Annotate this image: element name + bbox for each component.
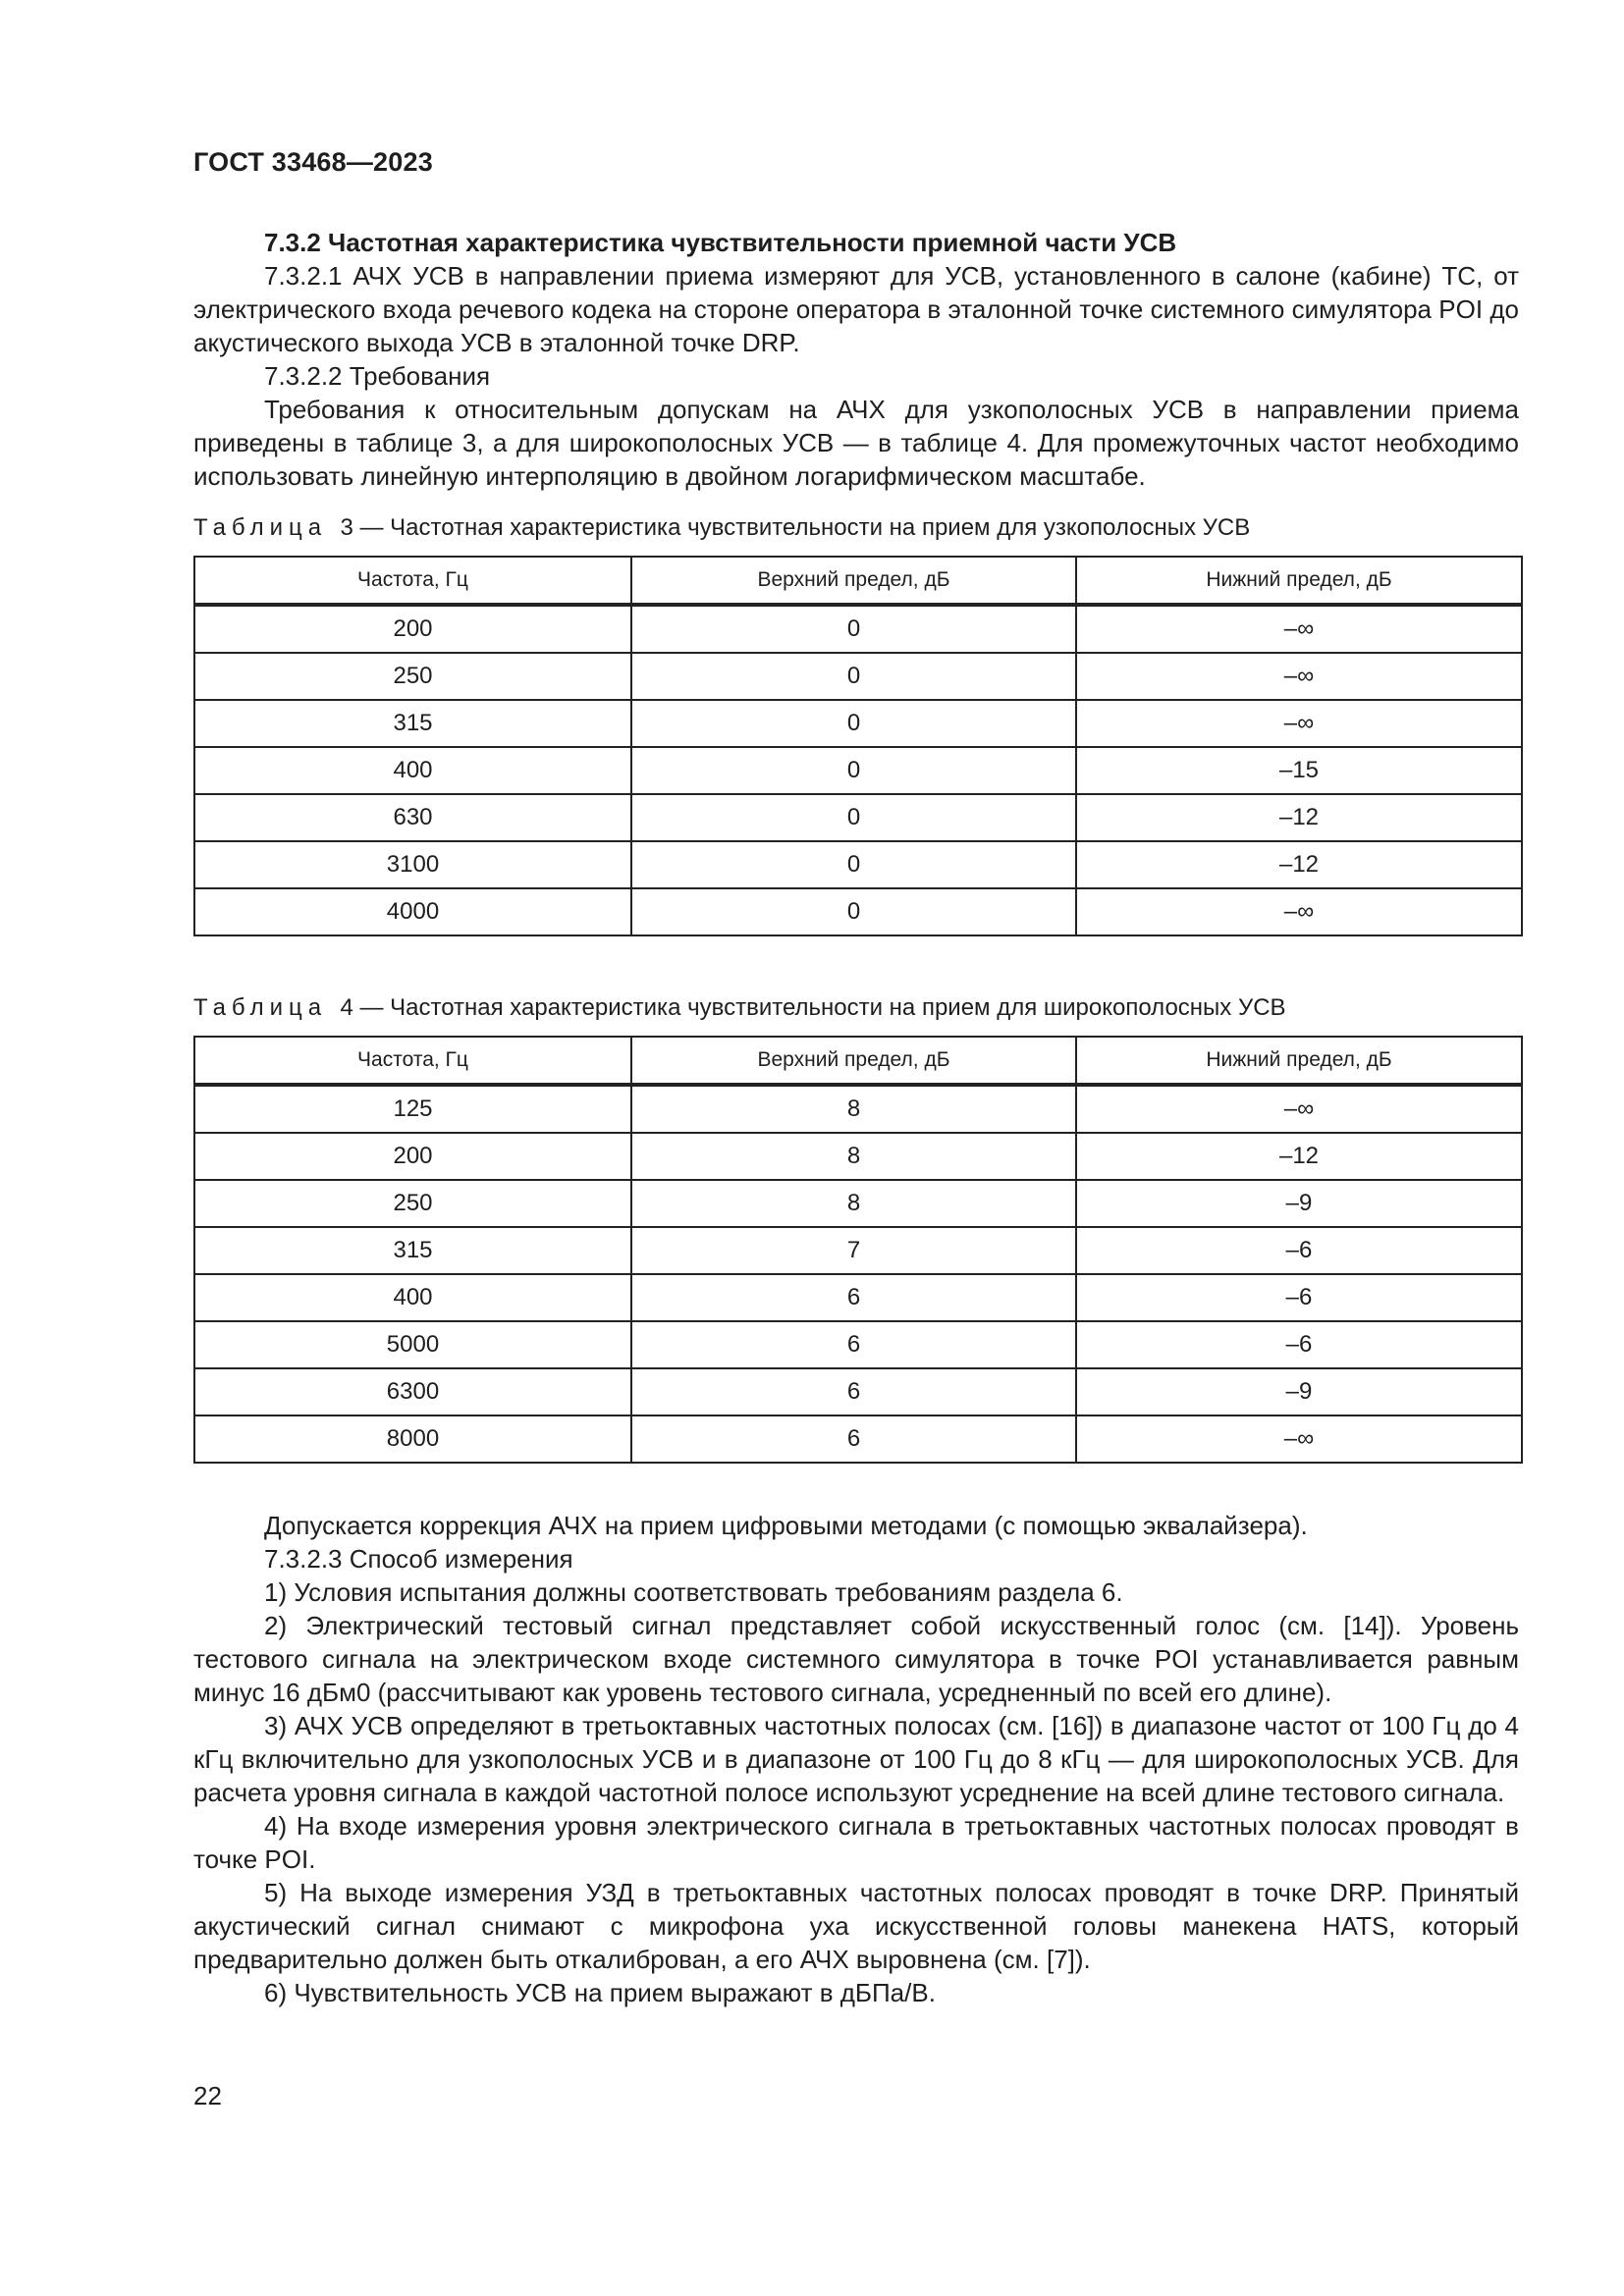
table-cell: –15	[1076, 747, 1522, 794]
table-cell: 200	[194, 1133, 631, 1180]
table-cell: 6300	[194, 1368, 631, 1415]
table-cell: –∞	[1076, 605, 1522, 653]
table-cell: –∞	[1076, 653, 1522, 700]
table-cell: –12	[1076, 841, 1522, 888]
table-cell: 315	[194, 700, 631, 747]
intro-section	[193, 226, 1519, 493]
table-header-row	[194, 1037, 1522, 1085]
table-row	[194, 794, 1522, 841]
paragraph: 4) На входе измерения уровня электрического сигнала в третьоктавных частотных полосах проводят в точке POI.	[193, 1811, 1519, 1874]
table-row	[194, 1321, 1522, 1368]
table-cell: 6	[631, 1321, 1076, 1368]
table-cell: 0	[631, 888, 1076, 935]
table-row	[194, 1180, 1522, 1227]
document-id: ГОСТ 33468—2023	[193, 147, 433, 177]
table-cell: –∞	[1076, 1085, 1522, 1133]
table-row	[194, 888, 1522, 935]
column-header: Верхний предел, дБ	[631, 557, 1076, 605]
table-cell: –∞	[1076, 888, 1522, 935]
table-cell: –∞	[1076, 700, 1522, 747]
paragraph: 2) Электрический тестовый сигнал представляет собой искусственный голос (см. [14]). Уровень тестового сигнала на электрическом входе системного симулятора в точке POI устанавливается равным минус 16 дБм0 (рассчитывают как уровень тестового сигнала, усредненный по всей его длине).	[193, 1611, 1519, 1707]
table-cell: 200	[194, 605, 631, 653]
paragraph: Допускается коррекция АЧХ на прием цифровыми методами (с помощью эквалайзера).	[264, 1511, 1308, 1540]
table-row	[194, 653, 1522, 700]
page-number: 22	[193, 2081, 222, 2110]
table-row	[194, 747, 1522, 794]
table-cell: 6	[631, 1274, 1076, 1321]
table-row	[194, 1368, 1522, 1415]
table-cell: –12	[1076, 794, 1522, 841]
table-cell: 8	[631, 1085, 1076, 1133]
table-cell: 6	[631, 1415, 1076, 1463]
column-header: Верхний предел, дБ	[631, 1037, 1076, 1085]
table-cell: –9	[1076, 1368, 1522, 1415]
paragraph: 7.3.2.2 Требования	[264, 361, 491, 391]
paragraph: Требования к относительным допускам на АЧХ для узкополосных УСВ в направлении приема приведены в таблице 3, а для широкополосных УСВ — в таблице 4. Для промежуточных частот необходимо использовать линейную интерполяцию в двойном логарифмическом масштабе.	[193, 395, 1519, 491]
table-caption-label: Таблица	[193, 994, 328, 1021]
paragraph: 1) Условия испытания должны соответствовать требованиям раздела 6.	[264, 1577, 1123, 1607]
table-cell: 250	[194, 653, 631, 700]
table-cell: 125	[194, 1085, 631, 1133]
table4	[193, 1036, 1523, 1464]
table3	[193, 556, 1523, 936]
paragraph: 5) На выходе измерения УЗД в третьоктавных частотных полосах проводят в точке DRP. Принятый акустический сигнал снимают с микрофона уха искусственной головы манекена HATS, который предварительно должен быть откалиброван, а его АЧХ выровнена (см. [7]).	[193, 1878, 1519, 1974]
table-cell: 400	[194, 1274, 631, 1321]
table-row	[194, 700, 1522, 747]
table-cell: 0	[631, 605, 1076, 653]
table-cell: –6	[1076, 1321, 1522, 1368]
table3-caption	[193, 513, 1250, 543]
table-cell: 8000	[194, 1415, 631, 1463]
table-cell: –6	[1076, 1227, 1522, 1274]
table-cell: 6	[631, 1368, 1076, 1415]
table-cell: 0	[631, 747, 1076, 794]
column-header: Частота, Гц	[194, 1037, 631, 1085]
table-row	[194, 1274, 1522, 1321]
body-section	[193, 1509, 1519, 2009]
table4-caption	[193, 993, 1286, 1023]
paragraph: 6) Чувствительность УСВ на прием выражают в дБПа/В.	[264, 1978, 936, 2007]
table-caption-label: Таблица	[193, 514, 328, 541]
paragraph: 3) АЧХ УСВ определяют в третьоктавных частотных полосах (см. [16]) в диапазоне частот от 100 Гц до 4 кГц включительно для узкополосных УСВ и в диапазоне от 100 Гц до 8 кГц — для широкополосных УСВ. Для расчета уровня сигнала в каждой частотной полосе используют усреднение на всей длине тестового сигнала.	[193, 1711, 1519, 1807]
table-row	[194, 1133, 1522, 1180]
paragraph: 7.3.2.1 АЧХ УСВ в направлении приема измеряют для УСВ, установленного в салоне (кабине) ТС, от электрического входа речевого кодека на стороне оператора в эталонной точке системного симулятора POI до акустического выхода УСВ в эталонной точке DRP.	[193, 261, 1519, 357]
table-cell: 8	[631, 1180, 1076, 1227]
column-header: Нижний предел, дБ	[1076, 1037, 1522, 1085]
table-cell: 5000	[194, 1321, 631, 1368]
table-header-row	[194, 557, 1522, 605]
table-cell: –6	[1076, 1274, 1522, 1321]
table-cell: –∞	[1076, 1415, 1522, 1463]
table-cell: –12	[1076, 1133, 1522, 1180]
table-cell: 400	[194, 747, 631, 794]
table-row	[194, 841, 1522, 888]
table-cell: 3100	[194, 841, 631, 888]
table-cell: 0	[631, 794, 1076, 841]
column-header: Нижний предел, дБ	[1076, 557, 1522, 605]
table-cell: 630	[194, 794, 631, 841]
table-cell: 250	[194, 1180, 631, 1227]
table-cell: 4000	[194, 888, 631, 935]
table-cell: 0	[631, 653, 1076, 700]
table-row	[194, 1085, 1522, 1133]
column-header: Частота, Гц	[194, 557, 631, 605]
table-cell: –9	[1076, 1180, 1522, 1227]
table-cell: 8	[631, 1133, 1076, 1180]
table-row	[194, 1227, 1522, 1274]
table-caption-text: 3 — Частотная характеристика чувствительности на прием для узкополосных УСВ	[340, 514, 1251, 541]
table-row	[194, 605, 1522, 653]
table-cell: 7	[631, 1227, 1076, 1274]
paragraph: 7.3.2.3 Способ измерения	[264, 1544, 573, 1574]
table-cell: 0	[631, 841, 1076, 888]
table-caption-text: 4 — Частотная характеристика чувствительности на прием для широкополосных УСВ	[340, 994, 1286, 1021]
table-cell: 315	[194, 1227, 631, 1274]
table-cell: 0	[631, 700, 1076, 747]
section-heading: 7.3.2 Частотная характеристика чувствительности приемной части УСВ	[264, 228, 1177, 257]
table-row	[194, 1415, 1522, 1463]
